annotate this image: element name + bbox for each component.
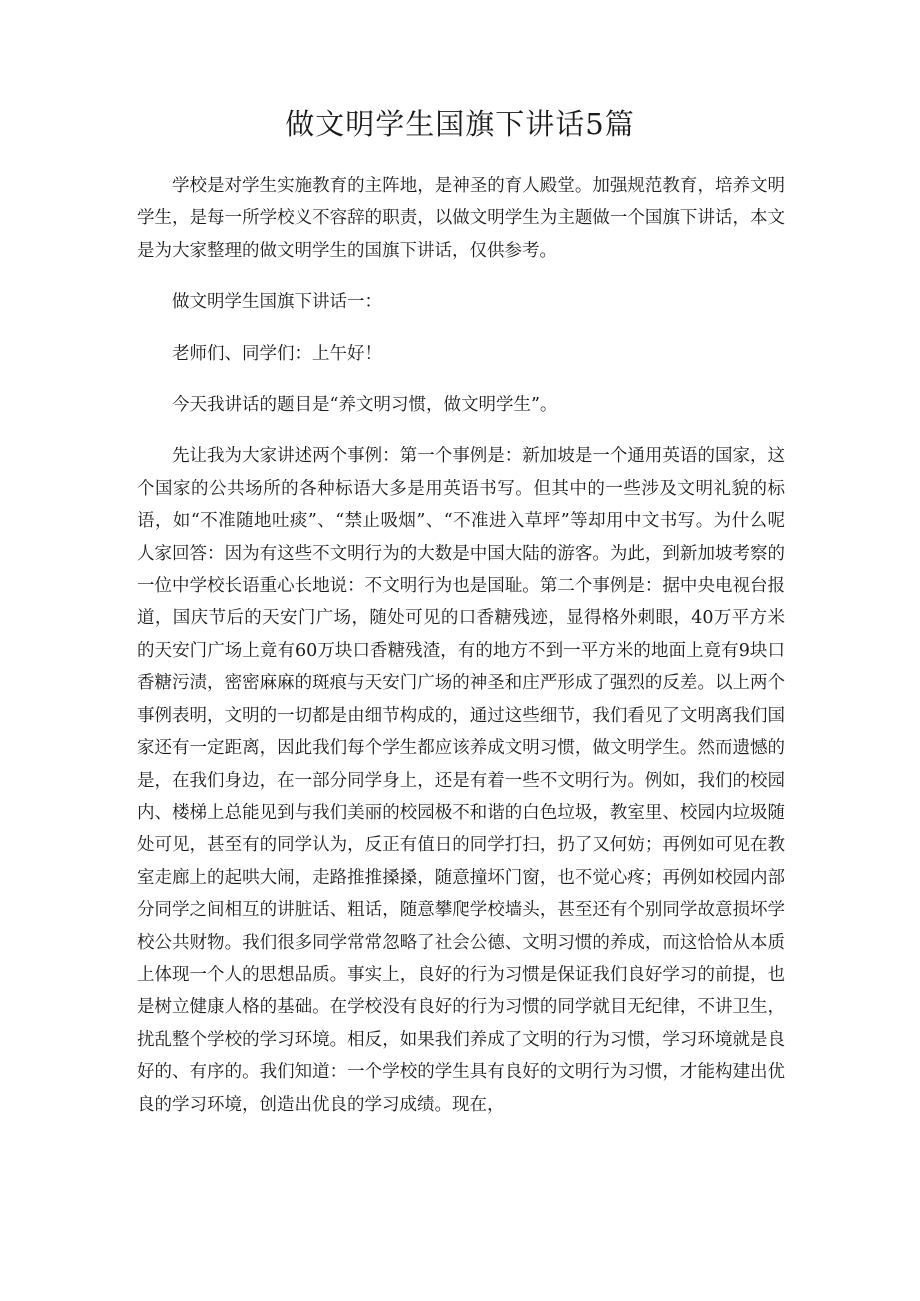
speech-heading: 做文明学生国旗下讲话一：	[172, 292, 382, 313]
document-title: 做文明学生国旗下讲话5篇	[285, 107, 635, 141]
topic-paragraph: 今天我讲话的题目是“养文明习惯，做文明学生”。	[172, 395, 558, 416]
intro-paragraph: 学校是对学生实施教育的主阵地，是神圣的育人殿堂。加强规范教育，培养文明学生，是每一所学校义不容辞的职责，以做文明学生为主题做一个国旗下讲话，本文是为大家整理的做文明学生的国旗下讲话，仅供参考。	[137, 176, 785, 261]
document-body	[137, 170, 785, 1121]
body-paragraph: 先让我为大家讲述两个事例：第一个事例是：新加坡是一个通用英语的国家，这个国家的公共场所的各种标语大多是用英语书写。但其中的一些涉及文明礼貌的标语，如“不准随地吐痰”、“禁止吸烟”、“不准进入草坪”等却用中文书写。为什么呢人家回答：因为有这些不文明行为的大数是中国大陆的游客。为此，到新加坡考察的一位中学校长语重心长地说：不文明行为也是国耻。第二个事例是：据中央电视台报道，国庆节后的天安门广场，随处可见的口香糖残迹，显得格外刺眼，40万平方米的天安门广场上竟有60万块口香糖残渣，有的地方不到一平方米的地面上竟有9块口香糖污渍，密密麻麻的斑痕与天安门广场的神圣和庄严形成了强烈的反差。以上两个事例表明，文明的一切都是由细节构成的，通过这些细节，我们看见了文明离我们国家还有一定距离，因此我们每个学生都应该养成文明习惯，做文明学生。然而遗憾的是，在我们身边，在一部分同学身上，还是有着一些不文明行为。例如，我们的校园内、楼梯上总能见到与我们美丽的校园极不和谐的白色垃圾，教室里、校园内垃圾随处可见，甚至有的同学认为，反正有值日的同学打扫，扔了又何妨；再例如可见在教室走廊上的起哄大闹，走路推推搡搡，随意撞坏门窗，也不觉心疼；再例如校园内部分同学之间相互的讲脏话、粗话，随意攀爬学校墙头，甚至还有个别同学故意损坏学校公共财物。我们很多同学常常忽略了社会公德、文明习惯的养成，而这恰恰从本质上体现一个人的思想品质。事实上，良好的行为习惯是保证我们良好学习的前提，也是树立健康人格的基础。在学校没有良好的行为习惯的同学就目无纪律，不讲卫生，扰乱整个学校的学习环境。相反，如果我们养成了文明的行为习惯，学习环境就是良好的、有序的。我们知道：一个学校的学生具有良好的文明行为习惯，才能构建出优良的学习环境，创造出优良的学习成绩。现在，	[137, 446, 785, 1115]
greeting-paragraph: 老师们、同学们：上午好！	[172, 343, 382, 364]
